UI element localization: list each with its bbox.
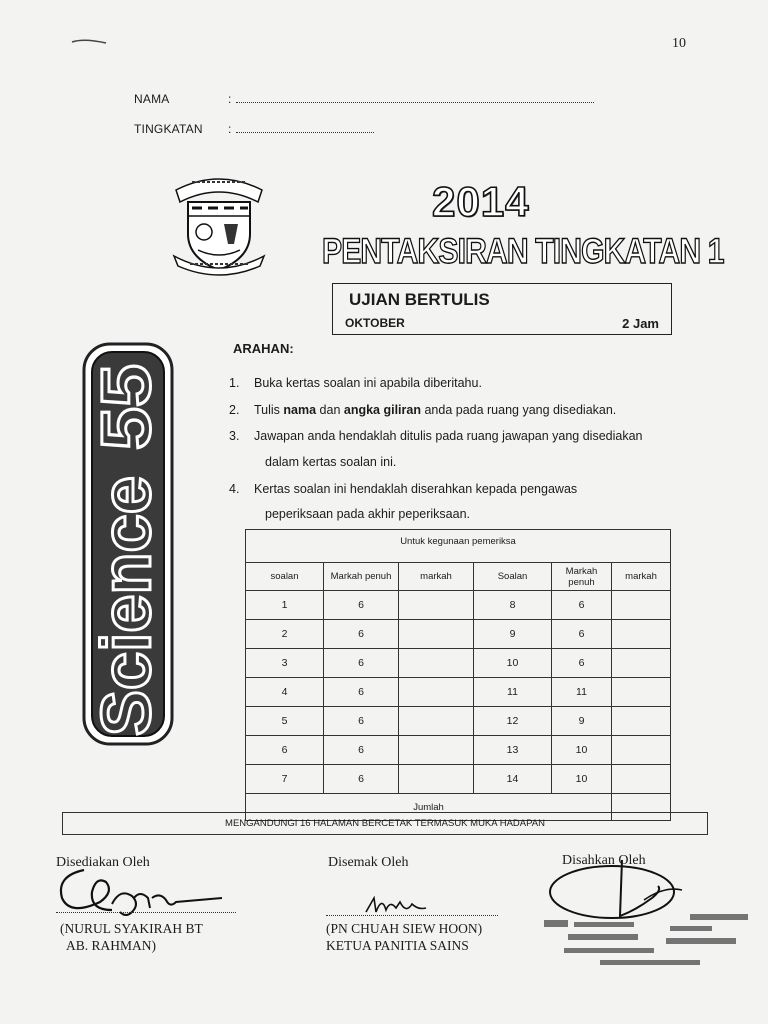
preparer-name-line2: AB. RAHMAN)	[66, 938, 157, 953]
table-row	[246, 620, 671, 649]
marks-entry-cell[interactable]	[399, 765, 474, 794]
checked-by-heading: Disemak Oleh	[328, 855, 409, 870]
marks-entry-cell[interactable]	[399, 649, 474, 678]
table-header: markah	[612, 563, 671, 591]
question-number-cell: 14	[474, 765, 552, 794]
instruction-text: Jawapan anda hendaklah ditulis pada ruang jawapan yang disediakan	[254, 429, 643, 443]
exam-title: PENTAKSIRAN TINGKATAN 1	[322, 232, 724, 271]
prepared-by-heading: Disediakan Oleh	[56, 855, 150, 870]
question-number-cell: 3	[246, 649, 324, 678]
paper-title: UJIAN BERTULIS	[349, 290, 490, 309]
paper-month: OKTOBER	[345, 316, 405, 330]
full-marks-cell: 10	[552, 736, 612, 765]
prepared-by-signature	[36, 858, 236, 928]
signature-line	[56, 912, 236, 913]
table-row	[246, 591, 671, 620]
exam-year: 2014	[432, 178, 530, 225]
question-number-cell: 9	[474, 620, 552, 649]
table-header: markah	[399, 563, 474, 591]
name-field[interactable]	[236, 92, 594, 103]
full-marks-cell: 6	[324, 765, 399, 794]
marks-entry-cell[interactable]	[612, 678, 671, 707]
question-number-cell: 12	[474, 707, 552, 736]
full-marks-cell: 6	[324, 707, 399, 736]
marks-entry-cell[interactable]	[612, 620, 671, 649]
name-colon: :	[228, 92, 232, 106]
table-header: Markah penuh	[552, 563, 612, 591]
table-row	[246, 736, 671, 765]
full-marks-cell: 6	[324, 591, 399, 620]
class-field[interactable]	[236, 122, 374, 133]
approved-by-heading: Disahkan Oleh	[562, 853, 646, 868]
name-label: NAMA	[134, 92, 170, 106]
instruction-number: 1.	[229, 376, 240, 390]
instruction-text-continued: peperiksaan pada akhir peperiksaan.	[265, 507, 470, 521]
marks-entry-cell[interactable]	[612, 707, 671, 736]
table-header: Soalan	[474, 563, 552, 591]
full-marks-cell: 6	[324, 736, 399, 765]
question-number-cell: 8	[474, 591, 552, 620]
marks-entry-cell[interactable]	[399, 707, 474, 736]
instruction-number: 3.	[229, 429, 240, 443]
page-number-mark: 10	[672, 36, 686, 51]
full-marks-cell: 6	[324, 678, 399, 707]
full-marks-cell: 9	[552, 707, 612, 736]
marks-entry-cell[interactable]	[399, 620, 474, 649]
table-header-row	[246, 563, 671, 591]
page-count-note: MENGANDUNGI 16 HALAMAN BERCETAK TERMASUK MUKA HADAPAN	[62, 812, 708, 835]
paper-duration: 2 Jam	[622, 316, 659, 331]
table-row	[246, 765, 671, 794]
table-header: soalan	[246, 563, 324, 591]
marks-entry-cell[interactable]	[399, 591, 474, 620]
instruction-number: 2.	[229, 403, 240, 417]
instruction-text-continued: dalam kertas soalan ini.	[265, 455, 397, 469]
full-marks-cell: 6	[552, 591, 612, 620]
paper-info-box	[332, 283, 672, 335]
question-number-cell: 10	[474, 649, 552, 678]
full-marks-cell: 11	[552, 678, 612, 707]
question-number-cell: 2	[246, 620, 324, 649]
full-marks-cell: 6	[552, 649, 612, 678]
instruction-text: Tulis nama dan angka giliran anda pada ruang yang disediakan.	[254, 403, 617, 417]
signature-line	[326, 915, 498, 916]
full-marks-cell: 6	[552, 620, 612, 649]
full-marks-cell: 6	[324, 620, 399, 649]
marks-entry-cell[interactable]	[612, 649, 671, 678]
class-colon: :	[228, 122, 232, 136]
badge-word: Science	[87, 471, 165, 736]
question-number-cell: 6	[246, 736, 324, 765]
question-number-cell: 11	[474, 678, 552, 707]
instruction-text: Buka kertas soalan ini apabila diberitahu.	[254, 376, 482, 390]
marks-entry-cell[interactable]	[612, 591, 671, 620]
full-marks-cell: 10	[552, 765, 612, 794]
marks-entry-cell[interactable]	[399, 678, 474, 707]
full-marks-cell: 6	[324, 649, 399, 678]
marks-entry-cell[interactable]	[399, 736, 474, 765]
table-caption: Untuk kegunaan pemeriksa	[246, 530, 671, 563]
approved-by-signature-and-stamp	[540, 856, 760, 976]
science-55-side-badge	[80, 340, 180, 750]
examiner-marks-table	[245, 529, 671, 821]
instruction-number: 4.	[229, 482, 240, 496]
table-row	[246, 678, 671, 707]
table-row	[246, 707, 671, 736]
school-crest-logo	[168, 168, 270, 280]
preparer-name-line1: (NURUL SYAKIRAH BT	[60, 921, 203, 936]
question-number-cell: 7	[246, 765, 324, 794]
table-header: Markah penuh	[324, 563, 399, 591]
instruction-text: Kertas soalan ini hendaklah diserahkan kepada pengawas	[254, 482, 578, 496]
question-number-cell: 1	[246, 591, 324, 620]
badge-number: 55	[87, 372, 165, 450]
total-label: Jumlah	[246, 794, 612, 821]
instructions-heading: ARAHAN:	[233, 341, 294, 356]
table-row	[246, 649, 671, 678]
question-number-cell: 4	[246, 678, 324, 707]
checker-name-line2: KETUA PANITIA SAINS	[326, 938, 469, 953]
question-number-cell: 13	[474, 736, 552, 765]
checker-name-line1: (PN CHUAH SIEW HOON)	[326, 921, 483, 936]
question-number-cell: 5	[246, 707, 324, 736]
class-label: TINGKATAN	[134, 122, 203, 136]
marks-entry-cell[interactable]	[612, 765, 671, 794]
marks-entry-cell[interactable]	[612, 736, 671, 765]
scan-mark	[70, 36, 110, 46]
